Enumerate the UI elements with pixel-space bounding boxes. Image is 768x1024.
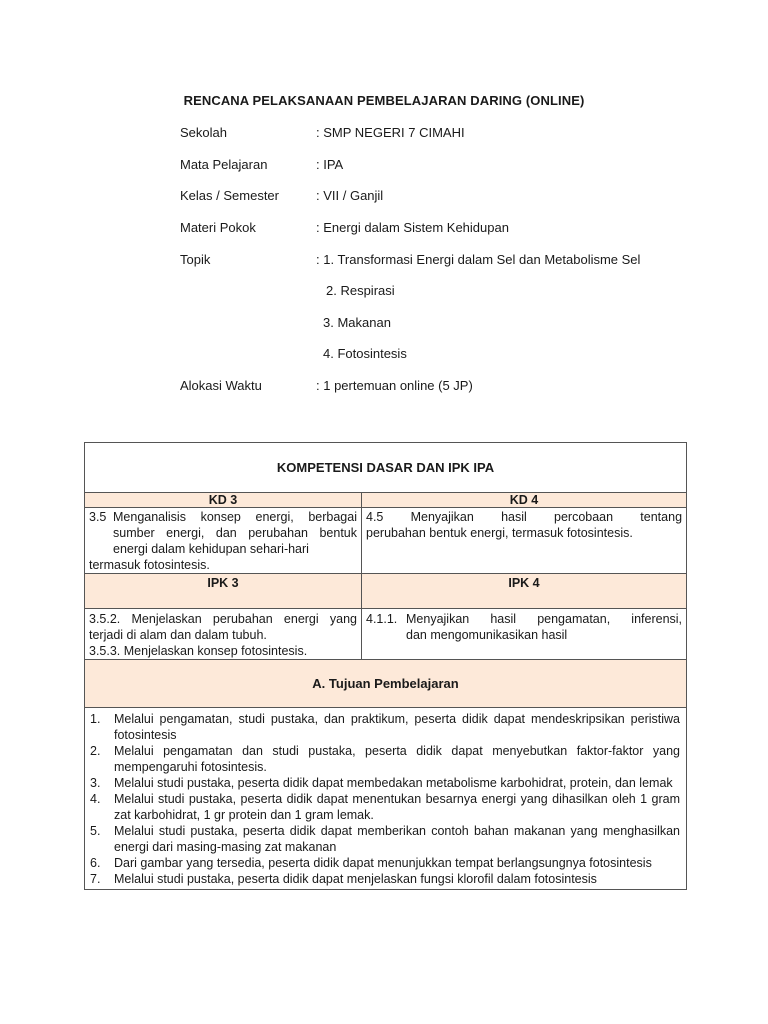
topik-item: 4. Fotosintesis bbox=[323, 346, 407, 361]
info-value: : IPA bbox=[316, 157, 344, 172]
table-header: KOMPETENSI DASAR DAN IPK IPA bbox=[85, 443, 687, 493]
tujuan-item: 2. Melalui pengamatan dan studi pustaka, peserta didik dapat menyebutkan faktor-faktor yang mempengaruhi fotosintesis. bbox=[90, 744, 681, 774]
info-value: : Energi dalam Sistem Kehidupan bbox=[316, 220, 509, 235]
ipk4-line: Menyajikan hasil pengamatan, inferensi, bbox=[406, 612, 683, 626]
info-value: : 1. Transformasi Energi dalam Sel dan Metabolisme Sel bbox=[316, 252, 641, 267]
kd3-number: 3.5 bbox=[89, 510, 107, 524]
info-label: Sekolah bbox=[180, 125, 227, 140]
tujuan-list bbox=[85, 708, 686, 889]
topik-item: 3. Makanan bbox=[323, 315, 391, 330]
tujuan-item: 7. Melalui studi pustaka, peserta didik dapat menjelaskan fungsi klorofil dalam fotosintesis bbox=[90, 872, 597, 886]
topik-item: 2. Respirasi bbox=[326, 283, 395, 298]
kd4-cell bbox=[362, 508, 687, 574]
tujuan-item: 1. Melalui pengamatan, studi pustaka, dan praktikum, peserta didik dapat mendeskripsikan peristiwa fotosintesis bbox=[90, 712, 681, 742]
info-label: Kelas / Semester bbox=[180, 188, 279, 203]
ipk3-item: 3.5.3. Menjelaskan konsep fotosintesis. bbox=[89, 644, 308, 658]
kompetensi-table bbox=[84, 442, 687, 890]
kd3-cell bbox=[85, 508, 362, 574]
ipk4-line: dan mengomunikasikan hasil bbox=[406, 628, 568, 642]
tujuan-header: A. Tujuan Pembelajaran bbox=[85, 660, 687, 708]
info-value: : 1 pertemuan online (5 JP) bbox=[316, 378, 473, 393]
ipk3-header: IPK 3 bbox=[85, 574, 362, 609]
kd3-text-last: termasuk fotosintesis. bbox=[89, 558, 210, 572]
tujuan-item: 4. Melalui studi pustaka, peserta didik dapat menentukan besarnya energi yang dihasilkan oleh 1 gram zat karbohidrat, 1 gr protein dan 1 gram lemak. bbox=[90, 792, 681, 822]
info-label: Topik bbox=[180, 252, 211, 267]
ipk4-cell bbox=[362, 609, 687, 660]
info-value: : VII / Ganjil bbox=[316, 188, 384, 203]
kd3-text: Menganalisis konsep energi, berbagai sumber energi, dan perubahan bentuk energi dalam kehidupan sehari-hari bbox=[113, 510, 357, 556]
ipk3-item: 3.5.2. Menjelaskan perubahan energi yang terjadi di alam dan dalam tubuh. bbox=[89, 612, 357, 642]
tujuan-item: 6. Dari gambar yang tersedia, peserta didik dapat menunjukkan tempat berlangsungnya fotosintesis bbox=[90, 856, 652, 870]
tujuan-item: 5. Melalui studi pustaka, peserta didik dapat memberikan contoh bahan makanan yang menghasilkan energi dari masing-masing zat makanan bbox=[90, 824, 681, 854]
tujuan-item: 3. Melalui studi pustaka, peserta didik dapat membedakan metabolisme karbohidrat, protein, dan lemak bbox=[90, 776, 673, 790]
info-label: Mata Pelajaran bbox=[180, 157, 268, 172]
info-value: : SMP NEGERI 7 CIMAHI bbox=[316, 125, 465, 140]
kd3-header: KD 3 bbox=[85, 493, 362, 508]
ipk4-number: 4.1.1. bbox=[366, 612, 398, 626]
ipk4-header: IPK 4 bbox=[362, 574, 687, 609]
document-title: RENCANA PELAKSANAAN PEMBELAJARAN DARING (ONLINE) bbox=[183, 93, 585, 108]
ipk3-cell bbox=[85, 609, 362, 660]
info-label: Alokasi Waktu bbox=[180, 378, 262, 393]
tujuan-cell bbox=[85, 708, 687, 890]
kd4-line: 4.5 Menyajikan hasil percobaan tentang bbox=[366, 510, 683, 524]
kd4-header: KD 4 bbox=[362, 493, 687, 508]
kd4-line: perubahan bentuk energi, termasuk fotosintesis. bbox=[366, 526, 633, 540]
info-label: Materi Pokok bbox=[180, 220, 256, 235]
